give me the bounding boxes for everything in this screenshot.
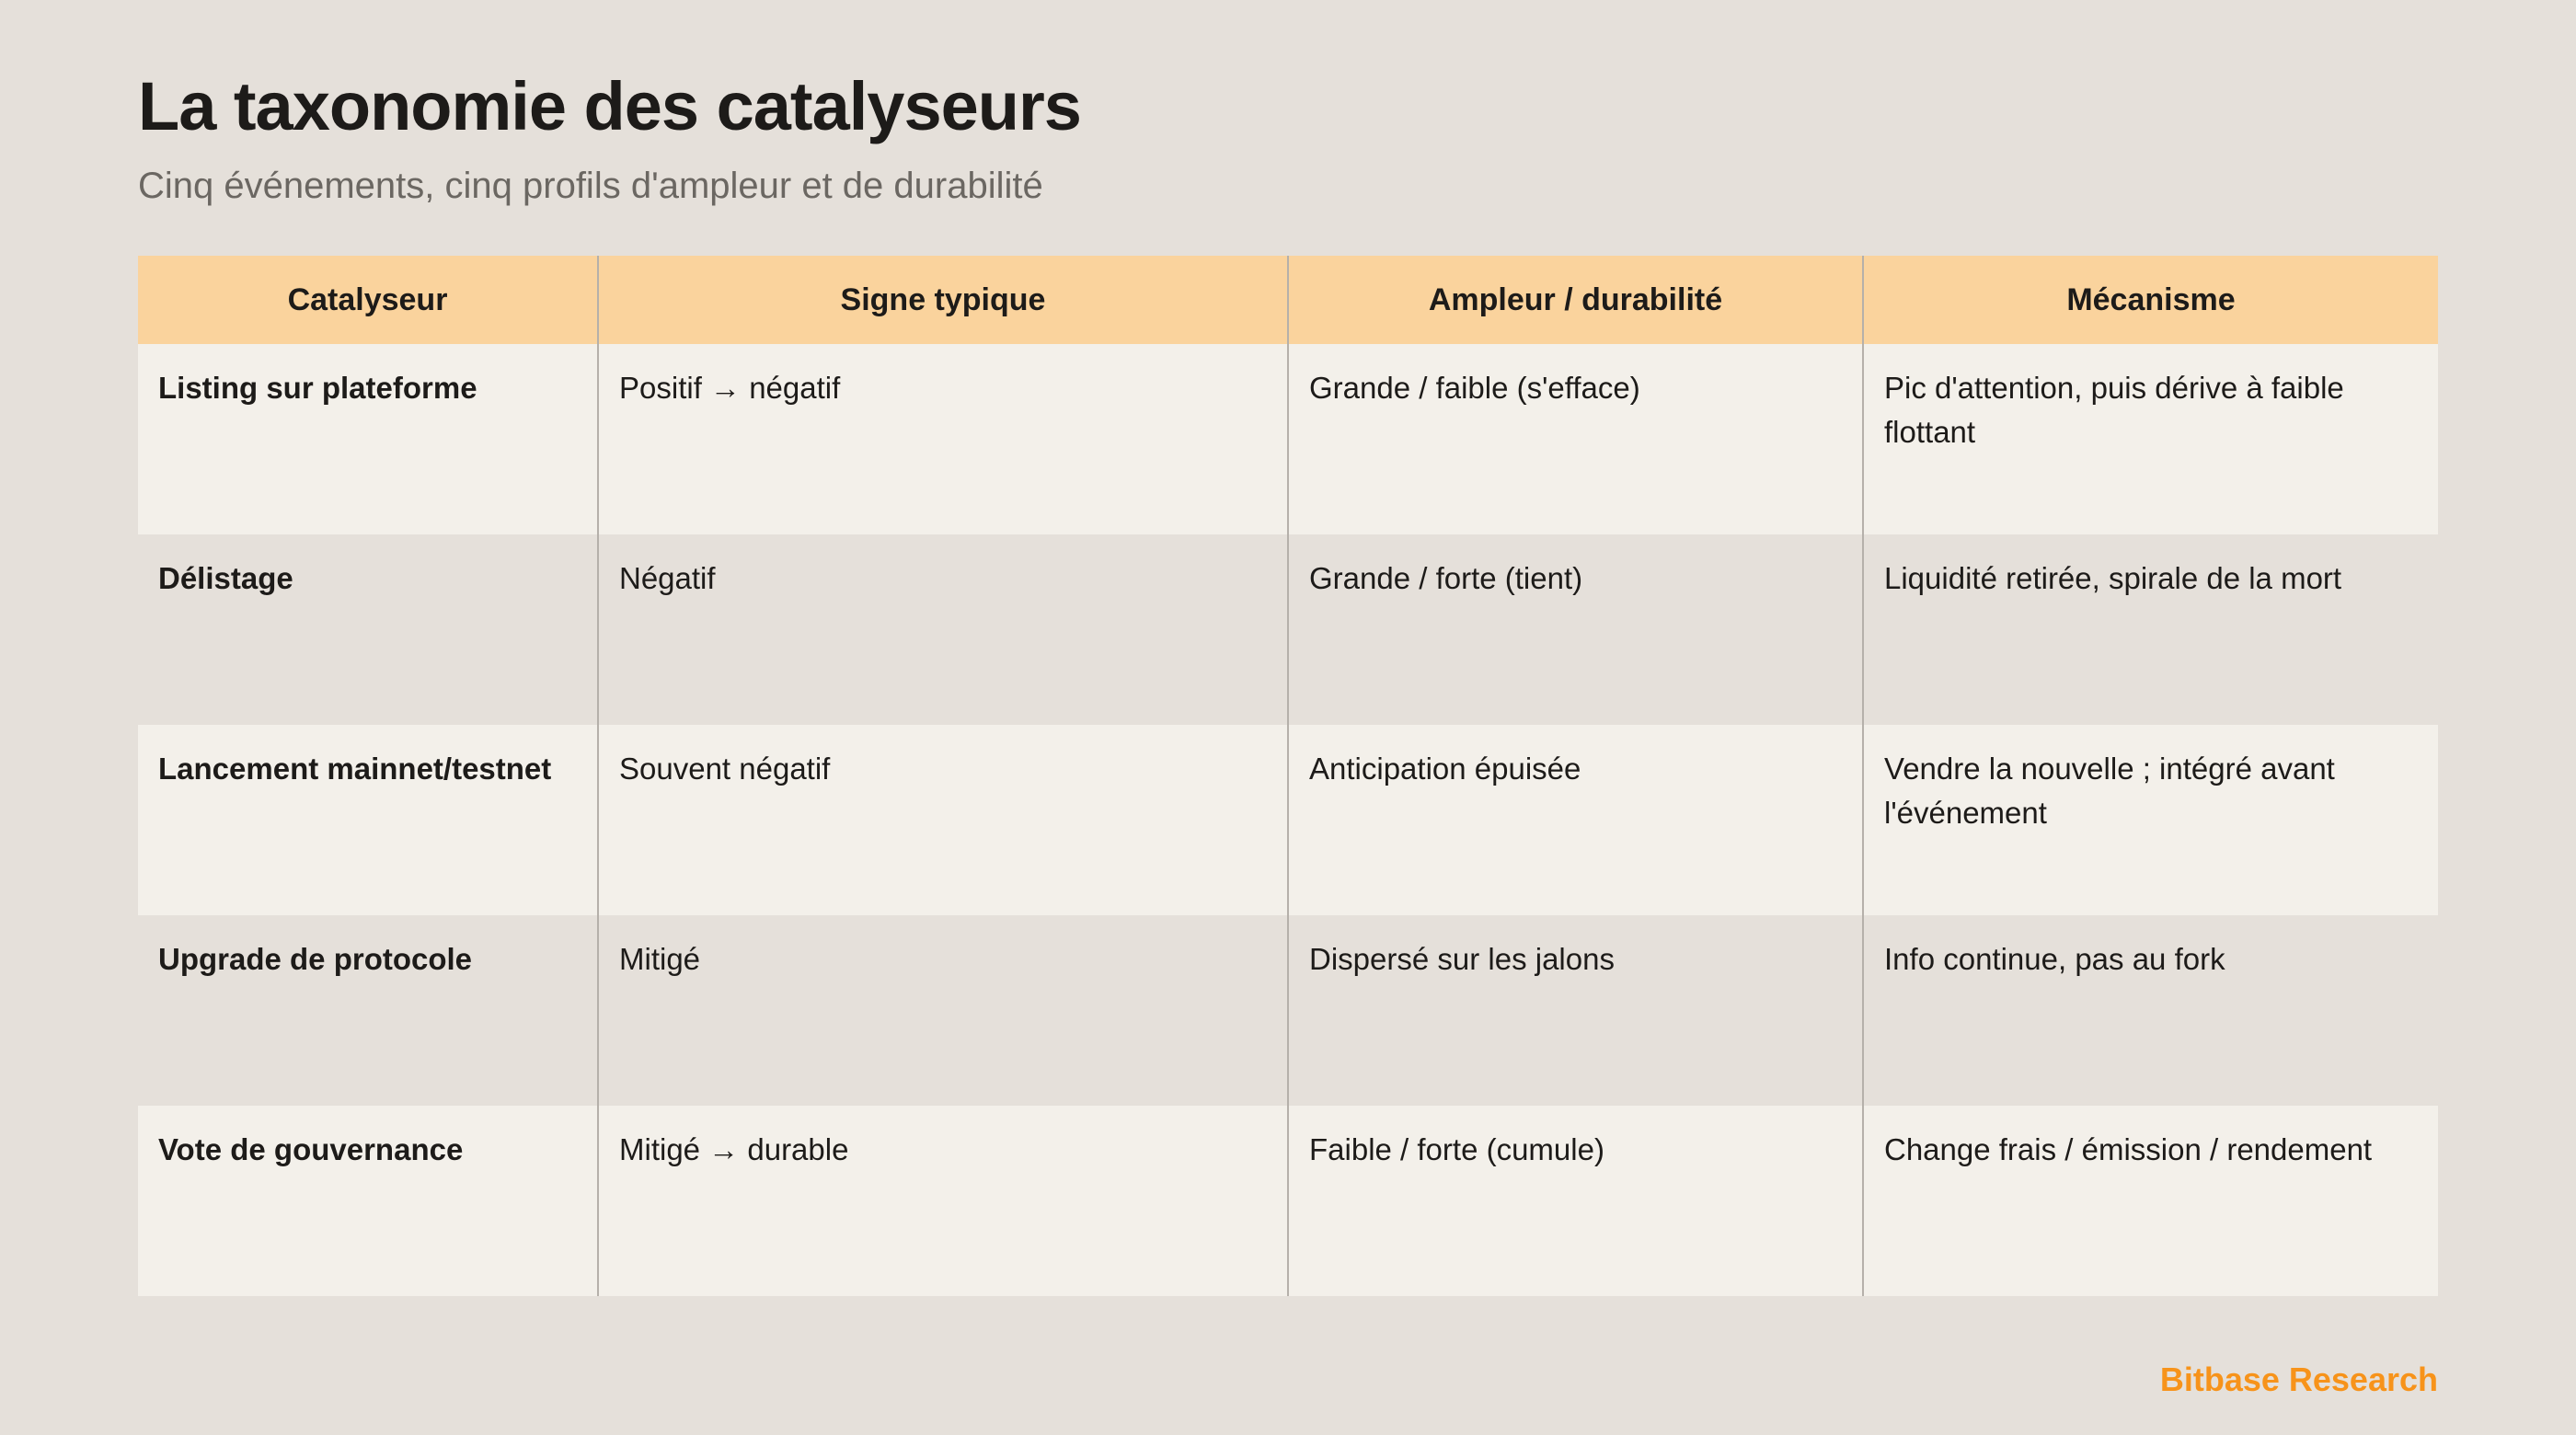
cell-mecanisme: Liquidité retirée, spirale de la mort: [1863, 534, 2438, 725]
table-header: [138, 256, 2438, 344]
cell-mecanisme: Info continue, pas au fork: [1863, 915, 2438, 1106]
cell-mecanisme: Vendre la nouvelle ; intégré avant l'événement: [1863, 725, 2438, 915]
column-header-mecanisme: Mécanisme: [1863, 256, 2438, 344]
cell-signe: Mitigé → durable: [598, 1106, 1288, 1296]
page-subtitle: Cinq événements, cinq profils d'ampleur et de durabilité: [138, 166, 1043, 206]
cell-ampleur: Grande / faible (s'efface): [1288, 344, 1863, 534]
table-row: [138, 534, 2438, 725]
cell-catalyseur: Vote de gouvernance: [138, 1106, 598, 1296]
cell-catalyseur: Lancement mainnet/testnet: [138, 725, 598, 915]
cell-ampleur: Anticipation épuisée: [1288, 725, 1863, 915]
cell-catalyseur: Upgrade de protocole: [138, 915, 598, 1106]
column-header-ampleur: Ampleur / durabilité: [1288, 256, 1863, 344]
cell-mecanisme: Pic d'attention, puis dérive à faible flottant: [1863, 344, 2438, 534]
table-row: [138, 915, 2438, 1106]
cell-ampleur: Grande / forte (tient): [1288, 534, 1863, 725]
cell-signe: Négatif: [598, 534, 1288, 725]
cell-ampleur: Dispersé sur les jalons: [1288, 915, 1863, 1106]
column-header-signe: Signe typique: [598, 256, 1288, 344]
brand-footer: Bitbase Research: [2159, 1360, 2438, 1398]
cell-signe: Mitigé: [598, 915, 1288, 1106]
column-header-catalyseur: Catalyseur: [138, 256, 598, 344]
cell-ampleur: Faible / forte (cumule): [1288, 1106, 1863, 1296]
table-body: [138, 344, 2438, 1296]
table-row: [138, 725, 2438, 915]
cell-catalyseur: Délistage: [138, 534, 598, 725]
cell-signe: Souvent négatif: [598, 725, 1288, 915]
table-row: [138, 1106, 2438, 1296]
cell-catalyseur: Listing sur plateforme: [138, 344, 598, 534]
page-title: La taxonomie des catalyseurs: [138, 68, 1081, 144]
table-row: [138, 344, 2438, 534]
taxonomy-table: [138, 256, 2438, 1296]
catalyst-table: [138, 256, 2438, 1296]
cell-mecanisme: Change frais / émission / rendement: [1863, 1106, 2438, 1296]
header-row: [138, 256, 2438, 344]
cell-signe: Positif → négatif: [598, 344, 1288, 534]
